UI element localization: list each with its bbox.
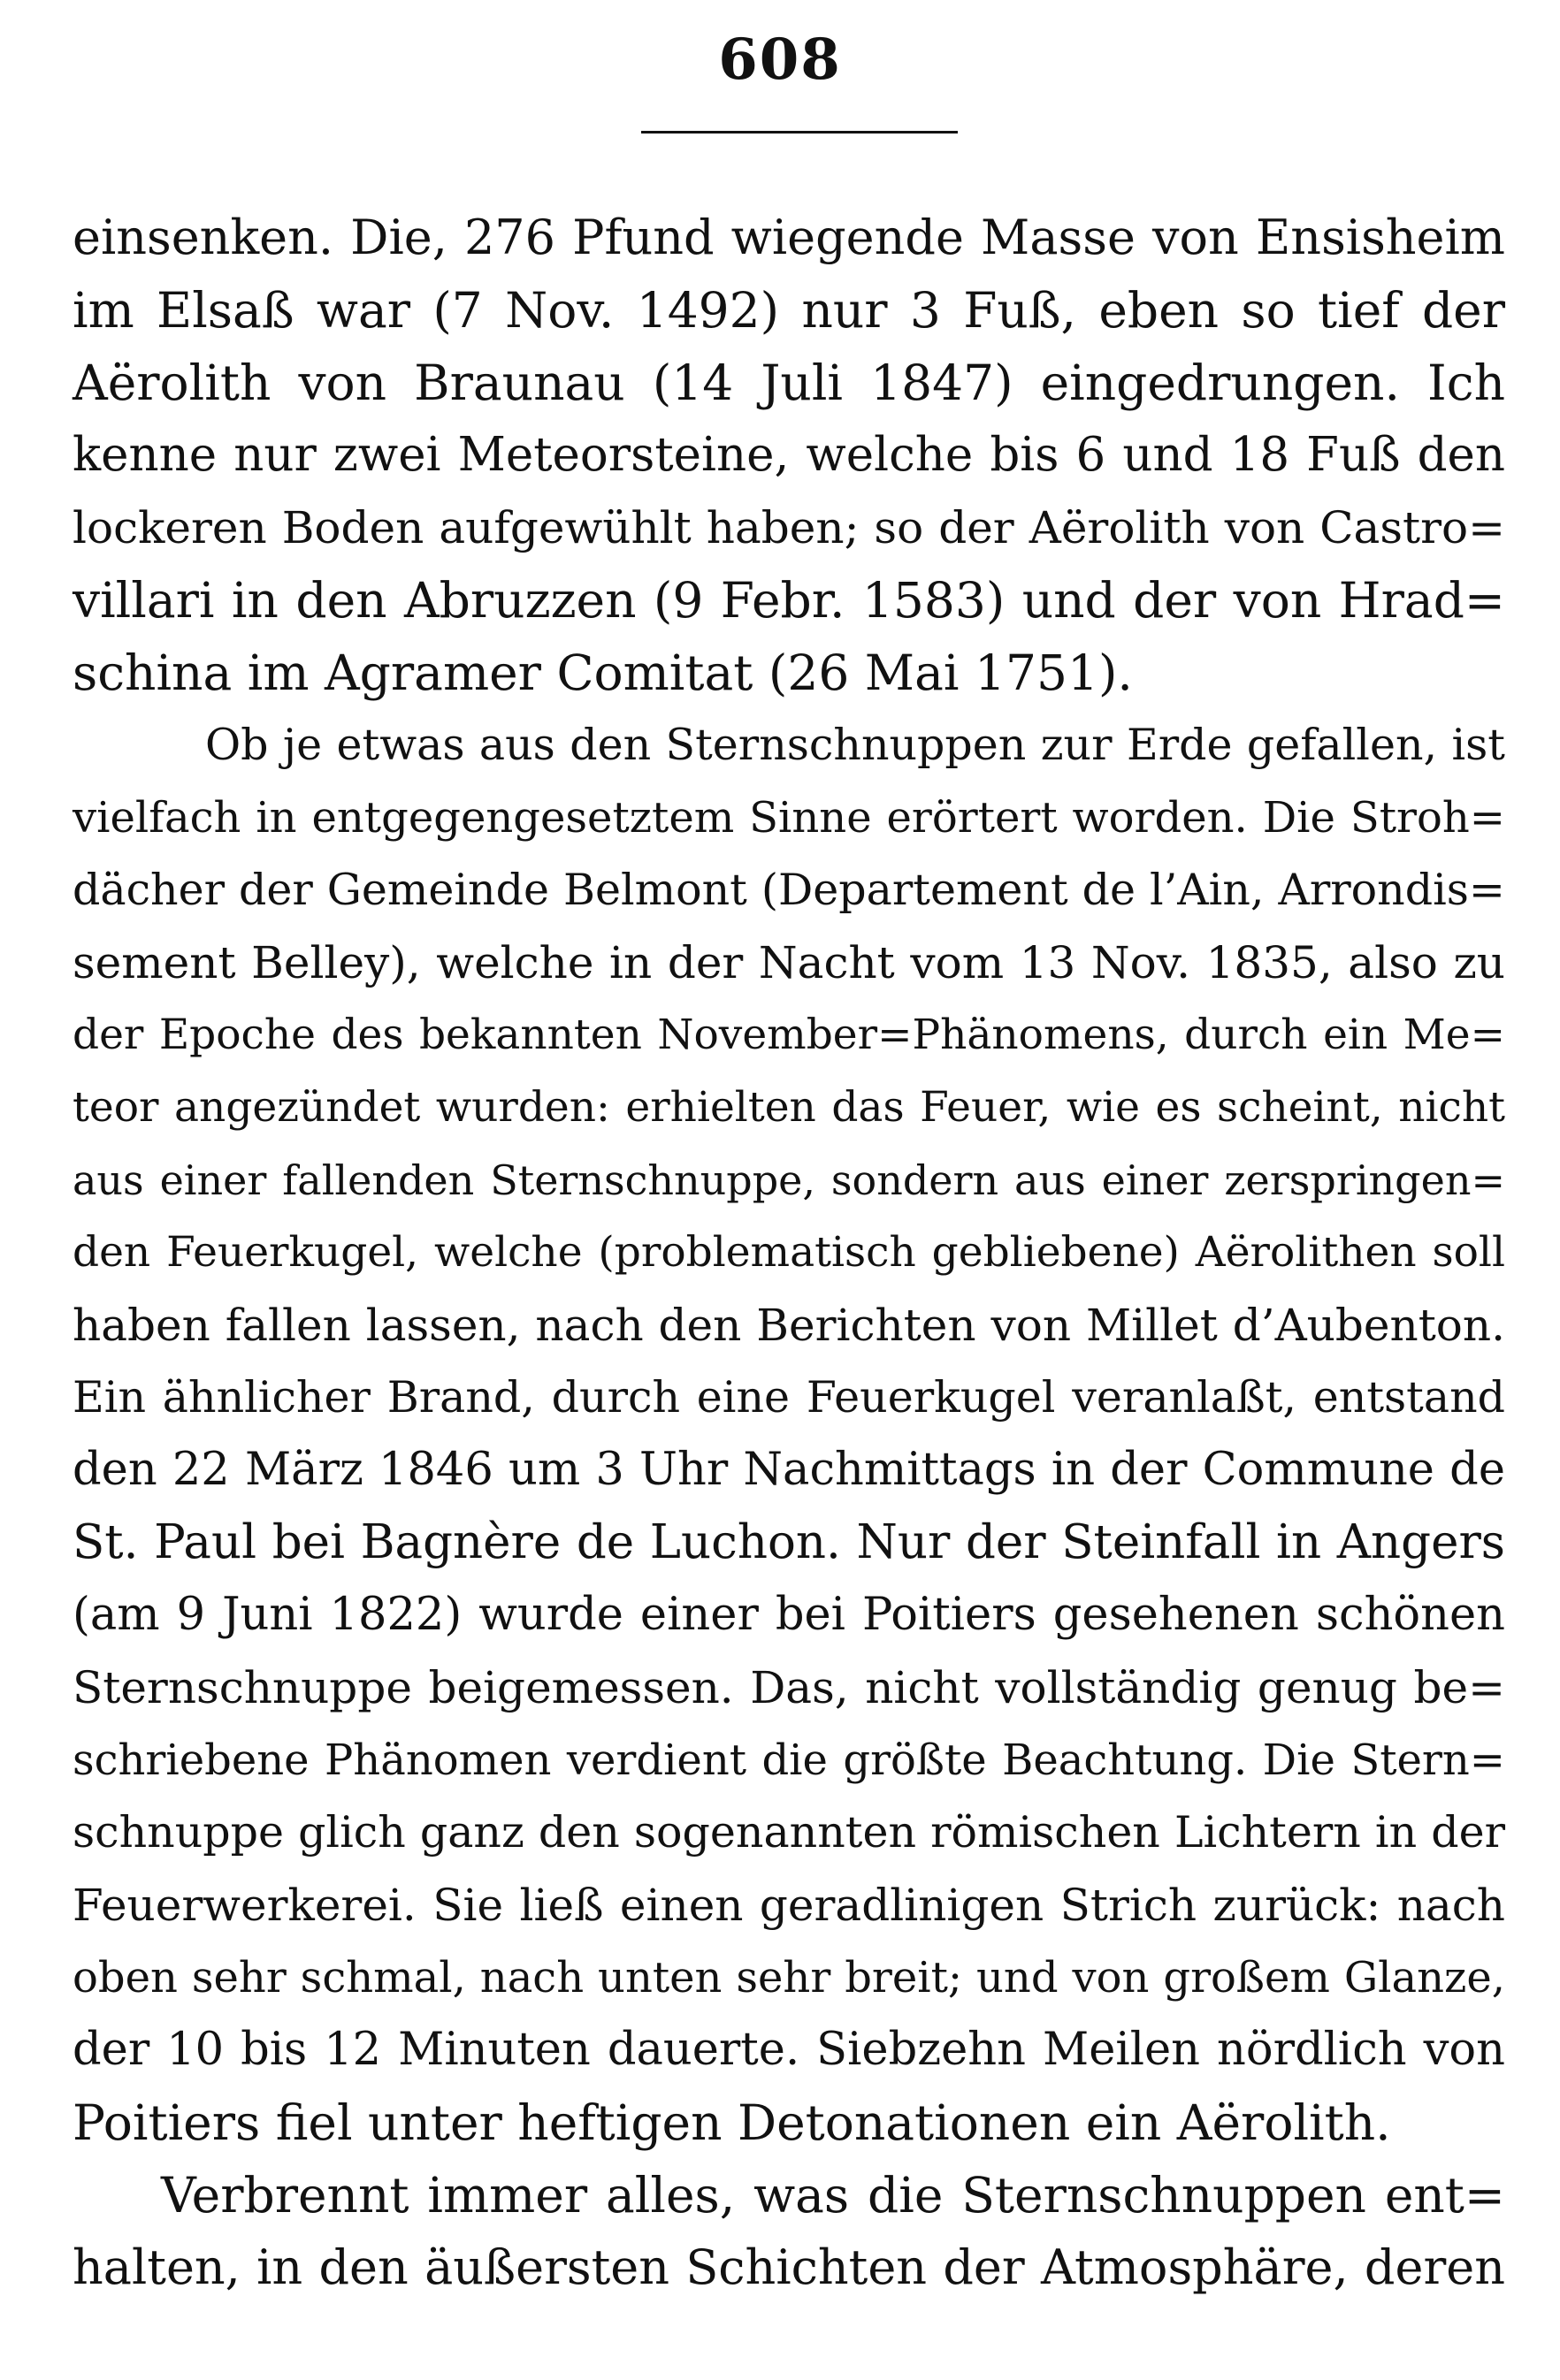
text-line: Ob je etwas aus den Sternschnuppen zur Erde gefallen, ist xyxy=(205,720,1505,770)
text-line: halten, in den äußersten Schichten der Atmosphäre, deren xyxy=(73,2239,1505,2295)
text-line: den Feuerkugel, welche (problematisch gebliebene) Aërolithen soll xyxy=(73,1228,1505,1277)
text-line: dächer der Gemeinde Belmont (Departement de l’Ain, Arrondis= xyxy=(73,865,1505,915)
text-line: Sternschnuppe beigemessen. Das, nicht vollständig genug be= xyxy=(73,1662,1505,1713)
text-line: der 10 bis 12 Minuten dauerte. Siebzehn Meilen nördlich von xyxy=(73,2024,1505,2076)
text-line: St. Paul bei Bagnère de Luchon. Nur der Steinfall in Angers xyxy=(73,1515,1505,1569)
text-line: im Elsaß war (7 Nov. 1492) nur 3 Fuß, eben so tief der xyxy=(73,282,1505,339)
text-line: schriebene Phänomen verdient die größte Beachtung. Die Stern= xyxy=(73,1735,1505,1785)
text-line: aus einer fallenden Sternschnuppe, sondern aus einer zerspringen= xyxy=(73,1156,1505,1204)
text-line: haben fallen lassen, nach den Berichten von Millet d’Aubenton. xyxy=(73,1300,1505,1351)
text-line: lockeren Boden aufgewühlt haben; so der Aërolith von Castro= xyxy=(73,502,1505,553)
text-line: villari in den Abruzzen (9 Febr. 1583) und der von Hrad= xyxy=(73,572,1505,629)
text-line: vielfach in entgegengesetztem Sinne erörtert worden. Die Stroh= xyxy=(73,793,1505,843)
text-line: Aërolith von Braunau (14 Juli 1847) eingedrungen. Ich xyxy=(73,355,1505,411)
text-line: teor angezündet wurden: erhielten das Feuer, wie es scheint, nicht xyxy=(73,1083,1505,1132)
text-line: sement Belley), welche in der Nacht vom 13 Nov. 1835, also zu xyxy=(73,937,1505,988)
text-line: Feuerwerkerei. Sie ließ einen geradlinigen Strich zurück: nach xyxy=(73,1880,1505,1931)
page-number: 608 xyxy=(718,27,842,93)
text-line: einsenken. Die, 276 Pfund wiegende Masse von Ensisheim xyxy=(73,210,1505,265)
header-rule xyxy=(641,131,958,133)
text-line: schina im Agramer Comitat (26 Mai 1751). xyxy=(73,645,1133,701)
text-line: Verbrennt immer alles, was die Sternschnuppen ent= xyxy=(161,2167,1505,2224)
text-line: schnuppe glich ganz den sogenannten römischen Lichtern in der xyxy=(73,1807,1505,1857)
text-line: kenne nur zwei Meteorsteine, welche bis 6 und 18 Fuß den xyxy=(73,428,1505,482)
text-line: oben sehr schmal, nach unten sehr breit; und von großem Glanze, xyxy=(73,1953,1505,2002)
text-line: den 22 März 1846 um 3 Uhr Nachmittags in der Commune de xyxy=(73,1444,1505,1496)
text-line: der Epoche des bekannten November=Phänomens, durch ein Me= xyxy=(73,1011,1505,1059)
body-text xyxy=(73,202,1505,2304)
text-line: Poitiers fiel unter heftigen Detonationen ein Aërolith. xyxy=(73,2094,1391,2151)
text-line: Ein ähnlicher Brand, durch eine Feuerkugel veranlaßt, entstand xyxy=(73,1372,1505,1423)
text-line: (am 9 Juni 1822) wurde einer bei Poitiers gesehenen schönen xyxy=(73,1589,1505,1641)
